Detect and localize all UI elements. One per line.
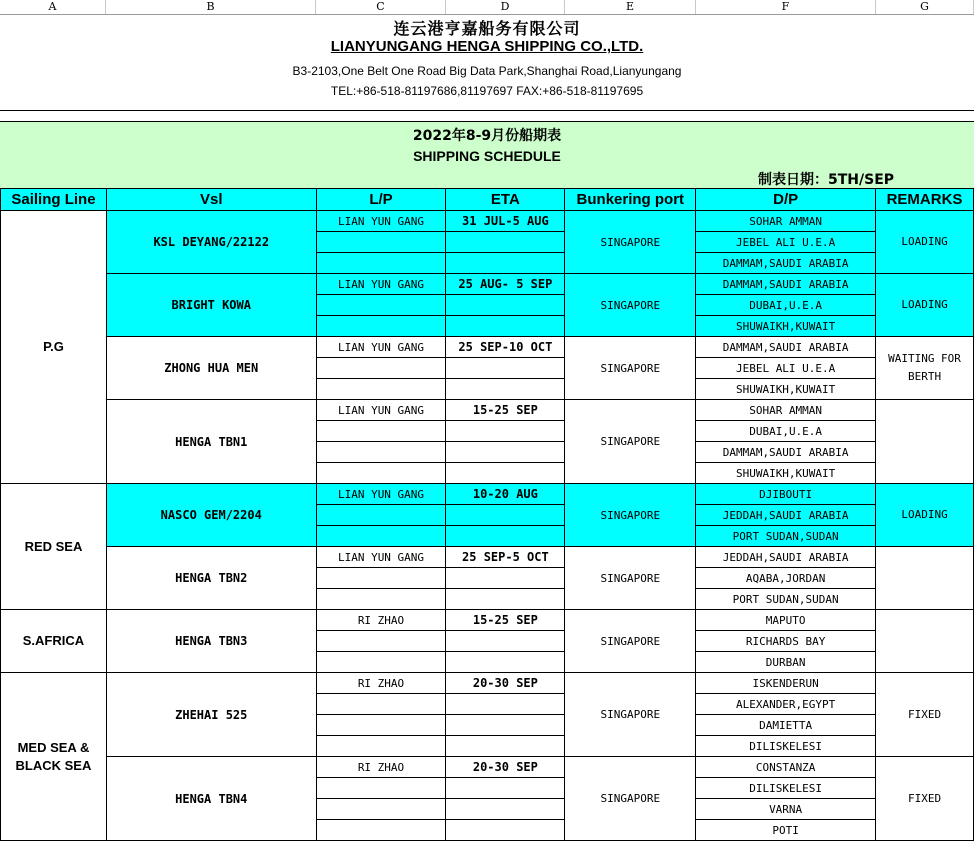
eta-cell[interactable]: 15-25 SEP <box>446 400 565 421</box>
loading-port-cell[interactable]: RI ZHAO <box>316 757 446 778</box>
eta-cell[interactable]: 31 JUL-5 AUG <box>446 211 565 232</box>
empty-cell[interactable] <box>316 715 446 736</box>
empty-cell[interactable] <box>446 631 565 652</box>
loading-port-cell[interactable]: LIAN YUN GANG <box>316 211 446 232</box>
discharge-port-cell[interactable]: MAPUTO <box>696 610 876 631</box>
header-remarks[interactable]: REMARKS <box>876 189 974 211</box>
discharge-port-cell[interactable]: DAMMAM,SAUDI ARABIA <box>696 274 876 295</box>
loading-port-cell[interactable]: LIAN YUN GANG <box>316 274 446 295</box>
remarks-cell[interactable]: LOADING <box>876 211 974 274</box>
column-header-bar <box>0 0 974 15</box>
empty-cell[interactable] <box>316 736 446 757</box>
discharge-port-cell[interactable]: DILISKELESI <box>696 778 876 799</box>
bunkering-port-cell[interactable]: SINGAPORE <box>565 400 696 484</box>
discharge-port-cell[interactable]: RICHARDS BAY <box>696 631 876 652</box>
eta-cell[interactable]: 20-30 SEP <box>446 673 565 694</box>
remarks-cell[interactable] <box>876 610 974 673</box>
discharge-port-cell[interactable]: DAMIETTA <box>696 715 876 736</box>
loading-port-cell[interactable]: RI ZHAO <box>316 673 446 694</box>
discharge-port-cell[interactable]: PORT SUDAN,SUDAN <box>696 589 876 610</box>
empty-cell[interactable] <box>446 526 565 547</box>
remarks-cell[interactable]: LOADING <box>876 274 974 337</box>
remarks-cell[interactable] <box>876 400 974 484</box>
loading-port-cell[interactable]: LIAN YUN GANG <box>316 337 446 358</box>
schedule-title-en[interactable]: SHIPPING SCHEDULE <box>413 148 561 164</box>
column-header-f[interactable]: F <box>696 0 876 14</box>
discharge-port-cell[interactable]: DAMMAM,SAUDI ARABIA <box>696 442 876 463</box>
sailing-line-cell[interactable]: P.G <box>1 211 107 484</box>
empty-cell[interactable] <box>316 295 446 316</box>
discharge-port-cell[interactable]: DJIBOUTI <box>696 484 876 505</box>
sailing-line-cell[interactable]: MED SEA & BLACK SEA <box>1 673 107 841</box>
empty-cell[interactable] <box>446 778 565 799</box>
empty-cell[interactable] <box>446 316 565 337</box>
vessel-cell[interactable]: ZHEHAI 525 <box>106 673 316 757</box>
empty-cell[interactable] <box>446 379 565 400</box>
empty-cell[interactable] <box>316 232 446 253</box>
empty-cell[interactable] <box>446 715 565 736</box>
company-address[interactable]: B3-2103,One Belt One Road Big Data Park,Shanghai Road,Lianyungang <box>292 64 682 78</box>
empty-cell[interactable] <box>446 568 565 589</box>
eta-cell[interactable]: 15-25 SEP <box>446 610 565 631</box>
column-header-a[interactable]: A <box>0 0 106 14</box>
discharge-port-cell[interactable]: ALEXANDER,EGYPT <box>696 694 876 715</box>
header-bunkering-port[interactable]: Bunkering port <box>565 189 696 211</box>
remarks-cell[interactable] <box>876 547 974 610</box>
header-eta[interactable]: ETA <box>446 189 565 211</box>
empty-cell[interactable] <box>446 295 565 316</box>
discharge-port-cell[interactable]: SHUWAIKH,KUWAIT <box>696 463 876 484</box>
remarks-cell[interactable]: WAITING FOR BERTH <box>876 337 974 400</box>
table-row <box>1 211 974 232</box>
vessel-cell[interactable]: HENGA TBN1 <box>106 400 316 484</box>
empty-cell[interactable] <box>316 799 446 820</box>
empty-cell[interactable] <box>316 652 446 673</box>
empty-cell[interactable] <box>316 631 446 652</box>
discharge-port-cell[interactable]: CONSTANZA <box>696 757 876 778</box>
table-row <box>1 757 974 778</box>
schedule-date[interactable]: 制表日期：5TH/SEP <box>758 172 895 188</box>
vessel-cell[interactable]: HENGA TBN2 <box>106 547 316 610</box>
column-header-d[interactable]: D <box>446 0 565 14</box>
empty-cell[interactable] <box>316 358 446 379</box>
empty-cell[interactable] <box>446 358 565 379</box>
empty-cell[interactable] <box>316 778 446 799</box>
empty-cell[interactable] <box>316 694 446 715</box>
empty-cell[interactable] <box>446 652 565 673</box>
discharge-port-cell[interactable]: SHUWAIKH,KUWAIT <box>696 379 876 400</box>
empty-cell[interactable] <box>446 820 565 841</box>
remarks-cell[interactable]: LOADING <box>876 484 974 547</box>
empty-cell[interactable] <box>446 442 565 463</box>
table-row <box>1 337 974 358</box>
empty-cell[interactable] <box>446 505 565 526</box>
bunkering-port-cell[interactable]: SINGAPORE <box>565 757 696 841</box>
remarks-cell[interactable]: FIXED <box>876 757 974 841</box>
header-sailing-line[interactable]: Sailing Line <box>1 189 107 211</box>
empty-cell[interactable] <box>316 253 446 274</box>
schedule-table <box>0 188 974 841</box>
discharge-port-cell[interactable]: JEBEL ALI U.E.A <box>696 232 876 253</box>
eta-cell[interactable]: 10-20 AUG <box>446 484 565 505</box>
table-header-row <box>1 189 974 211</box>
loading-port-cell[interactable]: LIAN YUN GANG <box>316 547 446 568</box>
company-name-cn[interactable]: 连云港亨嘉船务有限公司 <box>393 19 581 38</box>
company-contact[interactable]: TEL:+86-518-81197686,81197697 FAX:+86-518-81197695 <box>330 84 644 98</box>
vessel-cell[interactable]: ZHONG HUA MEN <box>106 337 316 400</box>
sailing-line-cell[interactable]: S.AFRICA <box>1 610 107 673</box>
column-header-c[interactable]: C <box>316 0 446 14</box>
empty-cell[interactable] <box>446 253 565 274</box>
empty-cell[interactable] <box>316 442 446 463</box>
loading-port-cell[interactable]: LIAN YUN GANG <box>316 400 446 421</box>
discharge-port-cell[interactable]: JEDDAH,SAUDI ARABIA <box>696 505 876 526</box>
empty-cell[interactable] <box>446 421 565 442</box>
schedule-title-cn[interactable]: 2022年8-9月份船期表 <box>412 128 562 144</box>
bunkering-port-cell[interactable]: SINGAPORE <box>565 337 696 400</box>
discharge-port-cell[interactable]: DAMMAM,SAUDI ARABIA <box>696 337 876 358</box>
vessel-cell[interactable]: HENGA TBN4 <box>106 757 316 841</box>
bunkering-port-cell[interactable]: SINGAPORE <box>565 673 696 757</box>
table-row <box>1 673 974 694</box>
column-header-g[interactable]: G <box>876 0 974 14</box>
discharge-port-cell[interactable]: SOHAR AMMAN <box>696 211 876 232</box>
table-row <box>1 610 974 631</box>
discharge-port-cell[interactable]: AQABA,JORDAN <box>696 568 876 589</box>
empty-cell[interactable] <box>316 463 446 484</box>
bunkering-port-cell[interactable]: SINGAPORE <box>565 547 696 610</box>
header-vsl[interactable]: Vsl <box>106 189 316 211</box>
empty-cell[interactable] <box>316 505 446 526</box>
bunkering-port-cell[interactable]: SINGAPORE <box>565 484 696 547</box>
bunkering-port-cell[interactable]: SINGAPORE <box>565 274 696 337</box>
empty-cell[interactable] <box>316 316 446 337</box>
remarks-cell[interactable]: FIXED <box>876 673 974 757</box>
empty-cell[interactable] <box>446 736 565 757</box>
empty-cell[interactable] <box>316 820 446 841</box>
empty-cell[interactable] <box>316 379 446 400</box>
eta-cell[interactable]: 25 SEP-10 OCT <box>446 337 565 358</box>
column-header-e[interactable]: E <box>565 0 696 14</box>
loading-port-cell[interactable]: LIAN YUN GANG <box>316 484 446 505</box>
vessel-cell[interactable]: KSL DEYANG/22122 <box>106 211 316 274</box>
bunkering-port-cell[interactable]: SINGAPORE <box>565 211 696 274</box>
company-name-en[interactable]: LIANYUNGANG HENGA SHIPPING CO.,LTD. <box>330 38 644 55</box>
discharge-port-cell[interactable]: DUBAI,U.E.A <box>696 421 876 442</box>
eta-cell[interactable]: 25 SEP-5 OCT <box>446 547 565 568</box>
discharge-port-cell[interactable]: DUBAI,U.E.A <box>696 295 876 316</box>
discharge-port-cell[interactable]: DAMMAM,SAUDI ARABIA <box>696 253 876 274</box>
empty-cell[interactable] <box>316 589 446 610</box>
sailing-line-cell[interactable]: RED SEA <box>1 484 107 610</box>
discharge-port-cell[interactable]: DILISKELESI <box>696 736 876 757</box>
discharge-port-cell[interactable]: ISKENDERUN <box>696 673 876 694</box>
eta-cell[interactable]: 25 AUG- 5 SEP <box>446 274 565 295</box>
bunkering-port-cell[interactable]: SINGAPORE <box>565 610 696 673</box>
empty-cell[interactable] <box>446 232 565 253</box>
vessel-cell[interactable]: HENGA TBN3 <box>106 610 316 673</box>
eta-cell[interactable]: 20-30 SEP <box>446 757 565 778</box>
discharge-port-cell[interactable]: JEDDAH,SAUDI ARABIA <box>696 547 876 568</box>
empty-cell[interactable] <box>446 589 565 610</box>
discharge-port-cell[interactable]: DURBAN <box>696 652 876 673</box>
header-divider <box>0 110 974 111</box>
vessel-cell[interactable]: NASCO GEM/2204 <box>106 484 316 547</box>
column-header-b[interactable]: B <box>106 0 316 14</box>
discharge-port-cell[interactable]: JEBEL ALI U.E.A <box>696 358 876 379</box>
empty-cell[interactable] <box>446 694 565 715</box>
discharge-port-cell[interactable]: VARNA <box>696 799 876 820</box>
empty-cell[interactable] <box>316 568 446 589</box>
table-row <box>1 400 974 421</box>
table-row <box>1 547 974 568</box>
discharge-port-cell[interactable]: SHUWAIKH,KUWAIT <box>696 316 876 337</box>
table-row <box>1 484 974 505</box>
empty-cell[interactable] <box>316 526 446 547</box>
header-lp[interactable]: L/P <box>316 189 446 211</box>
empty-cell[interactable] <box>446 463 565 484</box>
empty-cell[interactable] <box>446 799 565 820</box>
discharge-port-cell[interactable]: PORT SUDAN,SUDAN <box>696 526 876 547</box>
header-dp[interactable]: D/P <box>696 189 876 211</box>
loading-port-cell[interactable]: RI ZHAO <box>316 610 446 631</box>
table-row <box>1 274 974 295</box>
discharge-port-cell[interactable]: SOHAR AMMAN <box>696 400 876 421</box>
vessel-cell[interactable]: BRIGHT KOWA <box>106 274 316 337</box>
discharge-port-cell[interactable]: POTI <box>696 820 876 841</box>
empty-cell[interactable] <box>316 421 446 442</box>
schedule-banner <box>0 121 974 189</box>
